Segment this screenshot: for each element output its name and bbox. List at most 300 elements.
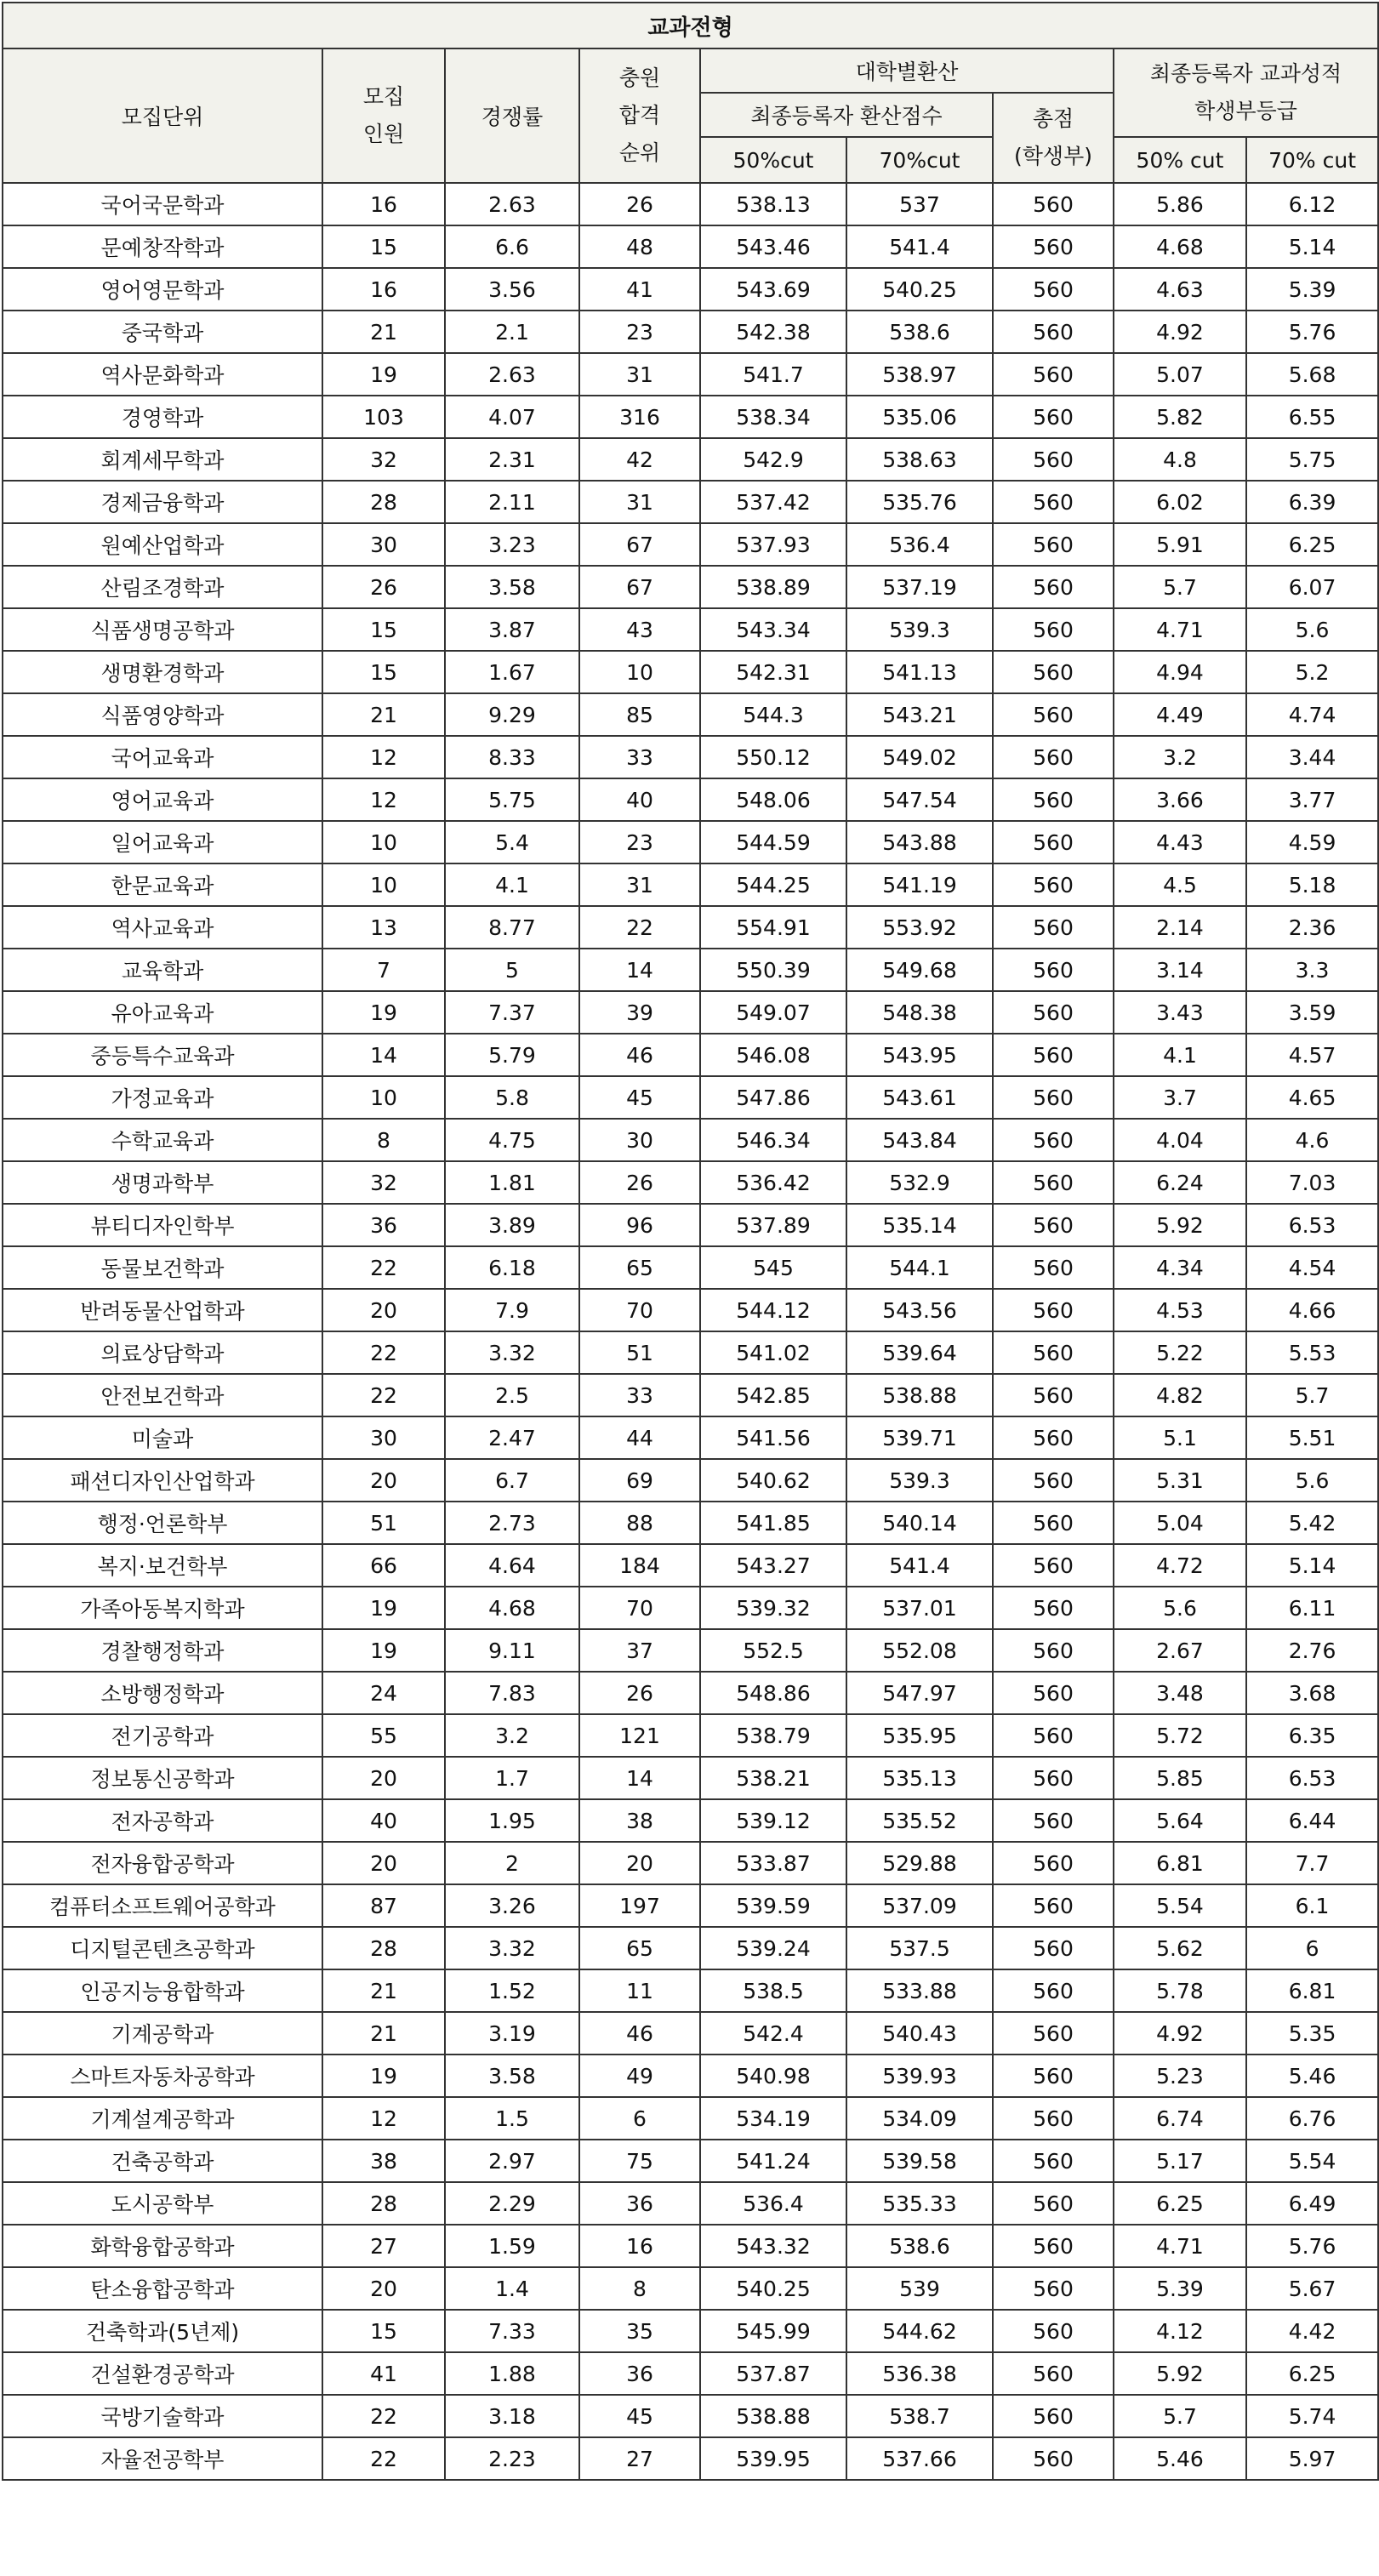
quota-cell: 19 [322, 1587, 445, 1629]
quota-cell: 32 [322, 438, 445, 481]
competition-cell: 3.2 [445, 1714, 579, 1757]
quota-cell: 21 [322, 693, 445, 736]
rank-cell: 316 [579, 396, 700, 438]
quota-cell: 20 [322, 1289, 445, 1331]
table-row [3, 481, 1378, 523]
quota-cell: 19 [322, 991, 445, 1034]
unit-cell: 미술과 [3, 1416, 322, 1459]
quota-cell: 27 [322, 2225, 445, 2267]
cut50-cell: 539.95 [700, 2437, 846, 2480]
unit-cell: 디지털콘텐츠공학과 [3, 1927, 322, 1969]
table-row [3, 1587, 1378, 1629]
cut70-cell: 543.88 [846, 821, 993, 863]
cut70-cell: 543.84 [846, 1119, 993, 1161]
unit-cell: 전자공학과 [3, 1799, 322, 1842]
rank-cell: 46 [579, 2012, 700, 2055]
rank-cell: 27 [579, 2437, 700, 2480]
rank-cell: 121 [579, 1714, 700, 1757]
rank-cell: 16 [579, 2225, 700, 2267]
unit-cell: 건축공학과 [3, 2140, 322, 2182]
table-row [3, 2097, 1378, 2140]
quota-cell: 10 [322, 863, 445, 906]
total-cell: 560 [993, 353, 1114, 396]
grade70-cell: 2.76 [1246, 1629, 1378, 1672]
cut70-cell: 538.6 [846, 2225, 993, 2267]
table-row [3, 608, 1378, 651]
competition-cell: 3.26 [445, 1884, 579, 1927]
cut50-cell: 538.88 [700, 2395, 846, 2437]
unit-cell: 경제금융학과 [3, 481, 322, 523]
table-row [3, 2267, 1378, 2310]
cut50-cell: 540.62 [700, 1459, 846, 1502]
competition-cell: 2 [445, 1842, 579, 1884]
table-row [3, 863, 1378, 906]
cut50-cell: 545 [700, 1246, 846, 1289]
quota-cell: 66 [322, 1544, 445, 1587]
cut50-cell: 540.98 [700, 2055, 846, 2097]
table-row [3, 1799, 1378, 1842]
competition-cell: 4.68 [445, 1587, 579, 1629]
grade50-cell: 3.2 [1114, 736, 1246, 778]
table-row [3, 2225, 1378, 2267]
grade70-cell: 7.03 [1246, 1161, 1378, 1204]
unit-cell: 한문교육과 [3, 863, 322, 906]
unit-cell: 식품생명공학과 [3, 608, 322, 651]
grade70-cell: 6.12 [1246, 183, 1378, 225]
grade70-cell: 5.6 [1246, 608, 1378, 651]
unit-cell: 생명환경학과 [3, 651, 322, 693]
unit-cell: 건축학과(5년제) [3, 2310, 322, 2352]
total-cell: 560 [993, 1076, 1114, 1119]
cut50-cell: 542.85 [700, 1374, 846, 1416]
rank-cell: 31 [579, 481, 700, 523]
grade70-cell: 6.53 [1246, 1757, 1378, 1799]
competition-cell: 3.32 [445, 1331, 579, 1374]
rank-cell: 31 [579, 353, 700, 396]
table-row [3, 353, 1378, 396]
competition-cell: 6.6 [445, 225, 579, 268]
quota-cell: 20 [322, 2267, 445, 2310]
table-row [3, 1629, 1378, 1672]
quota-cell: 51 [322, 1502, 445, 1544]
unit-cell: 가족아동복지학과 [3, 1587, 322, 1629]
unit-cell: 역사교육과 [3, 906, 322, 949]
rank-cell: 96 [579, 1204, 700, 1246]
grade70-cell: 5.18 [1246, 863, 1378, 906]
cut70-cell: 537.5 [846, 1927, 993, 1969]
rank-cell: 51 [579, 1331, 700, 1374]
rank-cell: 20 [579, 1842, 700, 1884]
rank-cell: 44 [579, 1416, 700, 1459]
unit-cell: 복지·보건학부 [3, 1544, 322, 1587]
header-competition: 경쟁률 [445, 48, 579, 183]
table-row [3, 1502, 1378, 1544]
header-grade70: 70% cut [1246, 137, 1378, 183]
unit-cell: 안전보건학과 [3, 1374, 322, 1416]
grade50-cell: 4.12 [1114, 2310, 1246, 2352]
grade50-cell: 4.92 [1114, 2012, 1246, 2055]
grade70-cell: 6 [1246, 1927, 1378, 1969]
rank-cell: 65 [579, 1246, 700, 1289]
competition-cell: 5.8 [445, 1076, 579, 1119]
total-cell: 560 [993, 1799, 1114, 1842]
cut50-cell: 539.12 [700, 1799, 846, 1842]
total-cell: 560 [993, 2140, 1114, 2182]
cut50-cell: 540.25 [700, 2267, 846, 2310]
cut50-cell: 545.99 [700, 2310, 846, 2352]
unit-cell: 뷰티디자인학부 [3, 1204, 322, 1246]
grade70-cell: 5.76 [1246, 2225, 1378, 2267]
unit-cell: 건설환경공학과 [3, 2352, 322, 2395]
quota-cell: 19 [322, 2055, 445, 2097]
rank-cell: 10 [579, 651, 700, 693]
unit-cell: 국어교육과 [3, 736, 322, 778]
competition-cell: 1.81 [445, 1161, 579, 1204]
grade50-cell: 4.71 [1114, 2225, 1246, 2267]
cut70-cell: 547.97 [846, 1672, 993, 1714]
cut50-cell: 543.32 [700, 2225, 846, 2267]
grade50-cell: 5.17 [1114, 2140, 1246, 2182]
competition-cell: 1.52 [445, 1969, 579, 2012]
quota-cell: 19 [322, 353, 445, 396]
cut70-cell: 535.14 [846, 1204, 993, 1246]
table-row [3, 1204, 1378, 1246]
total-cell: 560 [993, 1119, 1114, 1161]
unit-cell: 중등특수교육과 [3, 1034, 322, 1076]
rank-cell: 69 [579, 1459, 700, 1502]
total-cell: 560 [993, 2267, 1114, 2310]
total-cell: 560 [993, 2012, 1114, 2055]
competition-cell: 2.5 [445, 1374, 579, 1416]
total-cell: 560 [993, 1034, 1114, 1076]
grade50-cell: 4.68 [1114, 225, 1246, 268]
competition-cell: 3.87 [445, 608, 579, 651]
total-cell: 560 [993, 821, 1114, 863]
quota-cell: 12 [322, 736, 445, 778]
table-row [3, 1842, 1378, 1884]
cut50-cell: 539.24 [700, 1927, 846, 1969]
total-cell: 560 [993, 2395, 1114, 2437]
quota-cell: 7 [322, 949, 445, 991]
quota-cell: 15 [322, 608, 445, 651]
rank-cell: 70 [579, 1587, 700, 1629]
table-title: 교과전형 [3, 3, 1378, 48]
cut70-cell: 537.01 [846, 1587, 993, 1629]
total-cell: 560 [993, 311, 1114, 353]
rank-cell: 33 [579, 736, 700, 778]
grade50-cell: 4.04 [1114, 1119, 1246, 1161]
total-cell: 560 [993, 1969, 1114, 2012]
table-row [3, 438, 1378, 481]
grade70-cell: 6.07 [1246, 566, 1378, 608]
cut70-cell: 540.14 [846, 1502, 993, 1544]
rank-cell: 65 [579, 1927, 700, 1969]
competition-cell: 7.83 [445, 1672, 579, 1714]
cut70-cell: 529.88 [846, 1842, 993, 1884]
cut50-cell: 554.91 [700, 906, 846, 949]
cut50-cell: 550.12 [700, 736, 846, 778]
cut50-cell: 543.27 [700, 1544, 846, 1587]
unit-cell: 행정·언론학부 [3, 1502, 322, 1544]
grade50-cell: 5.62 [1114, 1927, 1246, 1969]
rank-cell: 26 [579, 1672, 700, 1714]
cut50-cell: 536.42 [700, 1161, 846, 1204]
cut70-cell: 537.19 [846, 566, 993, 608]
rank-cell: 88 [579, 1502, 700, 1544]
total-cell: 560 [993, 2097, 1114, 2140]
table-row [3, 2352, 1378, 2395]
grade50-cell: 5.7 [1114, 566, 1246, 608]
cut70-cell: 544.62 [846, 2310, 993, 2352]
header-rank-text: 충원 합격 순위 [618, 66, 661, 165]
competition-cell: 9.29 [445, 693, 579, 736]
grade70-cell: 6.25 [1246, 2352, 1378, 2395]
cut50-cell: 534.19 [700, 2097, 846, 2140]
grade50-cell: 5.85 [1114, 1757, 1246, 1799]
competition-cell: 4.07 [445, 396, 579, 438]
rank-cell: 30 [579, 1119, 700, 1161]
table-row [3, 1757, 1378, 1799]
quota-cell: 22 [322, 1331, 445, 1374]
rank-cell: 38 [579, 1799, 700, 1842]
table-row [3, 1927, 1378, 1969]
unit-cell: 자율전공학부 [3, 2437, 322, 2480]
grade50-cell: 6.81 [1114, 1842, 1246, 1884]
rank-cell: 26 [579, 1161, 700, 1204]
table-row [3, 1161, 1378, 1204]
total-cell: 560 [993, 566, 1114, 608]
cut70-cell: 539.58 [846, 2140, 993, 2182]
grade50-cell: 6.02 [1114, 481, 1246, 523]
quota-cell: 26 [322, 566, 445, 608]
competition-cell: 5.79 [445, 1034, 579, 1076]
cut50-cell: 550.39 [700, 949, 846, 991]
header-cut50: 50%cut [700, 137, 846, 183]
table-header [3, 3, 1378, 183]
cut70-cell: 543.21 [846, 693, 993, 736]
total-cell: 560 [993, 1884, 1114, 1927]
rank-cell: 85 [579, 693, 700, 736]
unit-cell: 영어교육과 [3, 778, 322, 821]
admission-results-table [2, 2, 1379, 2481]
table-row [3, 396, 1378, 438]
cut50-cell: 541.02 [700, 1331, 846, 1374]
unit-cell: 소방행정학과 [3, 1672, 322, 1714]
unit-cell: 가정교육과 [3, 1076, 322, 1119]
rank-cell: 41 [579, 268, 700, 311]
header-total-text: 총점 (학생부) [1014, 106, 1092, 168]
cut50-cell: 547.86 [700, 1076, 846, 1119]
header-grade50: 50% cut [1114, 137, 1246, 183]
total-cell: 560 [993, 1331, 1114, 1374]
grade50-cell: 5.82 [1114, 396, 1246, 438]
grade70-cell: 5.14 [1246, 1544, 1378, 1587]
quota-cell: 10 [322, 1076, 445, 1119]
cut70-cell: 535.52 [846, 1799, 993, 1842]
unit-cell: 영어영문학과 [3, 268, 322, 311]
unit-cell: 패션디자인산업학과 [3, 1459, 322, 1502]
header-grade-group [1114, 48, 1378, 137]
competition-cell: 2.11 [445, 481, 579, 523]
cut50-cell: 539.32 [700, 1587, 846, 1629]
cut70-cell: 549.68 [846, 949, 993, 991]
table-row [3, 1714, 1378, 1757]
competition-cell: 3.58 [445, 566, 579, 608]
table-row [3, 991, 1378, 1034]
total-cell: 560 [993, 225, 1114, 268]
table-row [3, 2055, 1378, 2097]
quota-cell: 21 [322, 2012, 445, 2055]
quota-cell: 20 [322, 1757, 445, 1799]
quota-cell: 24 [322, 1672, 445, 1714]
rank-cell: 35 [579, 2310, 700, 2352]
quota-cell: 36 [322, 1204, 445, 1246]
cut50-cell: 541.24 [700, 2140, 846, 2182]
competition-cell: 3.23 [445, 523, 579, 566]
header-cut70: 70%cut [846, 137, 993, 183]
total-cell: 560 [993, 2182, 1114, 2225]
total-cell: 560 [993, 396, 1114, 438]
table-row [3, 693, 1378, 736]
competition-cell: 6.18 [445, 1246, 579, 1289]
table-row [3, 906, 1378, 949]
grade50-cell: 5.78 [1114, 1969, 1246, 2012]
grade50-cell: 4.53 [1114, 1289, 1246, 1331]
rank-cell: 45 [579, 1076, 700, 1119]
header-total [993, 93, 1114, 183]
grade70-cell: 5.14 [1246, 225, 1378, 268]
competition-cell: 2.63 [445, 183, 579, 225]
grade70-cell: 5.7 [1246, 1374, 1378, 1416]
quota-cell: 13 [322, 906, 445, 949]
competition-cell: 5.4 [445, 821, 579, 863]
cut70-cell: 539.64 [846, 1331, 993, 1374]
quota-cell: 87 [322, 1884, 445, 1927]
grade70-cell: 5.39 [1246, 268, 1378, 311]
total-cell: 560 [993, 1374, 1114, 1416]
rank-cell: 45 [579, 2395, 700, 2437]
total-cell: 560 [993, 438, 1114, 481]
cut70-cell: 539 [846, 2267, 993, 2310]
cut70-cell: 535.33 [846, 2182, 993, 2225]
cut50-cell: 538.34 [700, 396, 846, 438]
unit-cell: 경찰행정학과 [3, 1629, 322, 1672]
cut70-cell: 535.13 [846, 1757, 993, 1799]
grade50-cell: 5.23 [1114, 2055, 1246, 2097]
rank-cell: 6 [579, 2097, 700, 2140]
grade70-cell: 5.53 [1246, 1331, 1378, 1374]
unit-cell: 기계설계공학과 [3, 2097, 322, 2140]
cut50-cell: 544.12 [700, 1289, 846, 1331]
competition-cell: 1.88 [445, 2352, 579, 2395]
cut50-cell: 539.59 [700, 1884, 846, 1927]
quota-cell: 30 [322, 523, 445, 566]
grade50-cell: 2.67 [1114, 1629, 1246, 1672]
total-cell: 560 [993, 1927, 1114, 1969]
cut70-cell: 547.54 [846, 778, 993, 821]
table-row [3, 821, 1378, 863]
table-row [3, 1459, 1378, 1502]
unit-cell: 중국학과 [3, 311, 322, 353]
grade50-cell: 4.8 [1114, 438, 1246, 481]
table-row [3, 183, 1378, 225]
cut50-cell: 543.69 [700, 268, 846, 311]
grade50-cell: 4.49 [1114, 693, 1246, 736]
table-row [3, 1416, 1378, 1459]
quota-cell: 14 [322, 1034, 445, 1076]
header-quota-text: 모집 인원 [362, 84, 405, 146]
table-row [3, 523, 1378, 566]
competition-cell: 2.29 [445, 2182, 579, 2225]
cut50-cell: 538.89 [700, 566, 846, 608]
unit-cell: 스마트자동차공학과 [3, 2055, 322, 2097]
competition-cell: 4.75 [445, 1119, 579, 1161]
cut70-cell: 536.38 [846, 2352, 993, 2395]
cut70-cell: 541.13 [846, 651, 993, 693]
rank-cell: 23 [579, 311, 700, 353]
competition-cell: 3.58 [445, 2055, 579, 2097]
grade50-cell: 3.43 [1114, 991, 1246, 1034]
grade70-cell: 5.2 [1246, 651, 1378, 693]
cut50-cell: 541.85 [700, 1502, 846, 1544]
table-row [3, 268, 1378, 311]
grade70-cell: 6.11 [1246, 1587, 1378, 1629]
total-cell: 560 [993, 1289, 1114, 1331]
quota-cell: 38 [322, 2140, 445, 2182]
header-quota [322, 48, 445, 183]
grade70-cell: 5.68 [1246, 353, 1378, 396]
cut70-cell: 543.56 [846, 1289, 993, 1331]
competition-cell: 3.19 [445, 2012, 579, 2055]
grade70-cell: 4.57 [1246, 1034, 1378, 1076]
unit-cell: 의료상담학과 [3, 1331, 322, 1374]
total-cell: 560 [993, 183, 1114, 225]
grade50-cell: 2.14 [1114, 906, 1246, 949]
unit-cell: 정보통신공학과 [3, 1757, 322, 1799]
grade50-cell: 5.54 [1114, 1884, 1246, 1927]
header-unit: 모집단위 [3, 48, 322, 183]
competition-cell: 3.18 [445, 2395, 579, 2437]
cut50-cell: 542.31 [700, 651, 846, 693]
cut70-cell: 548.38 [846, 991, 993, 1034]
quota-cell: 28 [322, 2182, 445, 2225]
total-cell: 560 [993, 1204, 1114, 1246]
table-row [3, 1544, 1378, 1587]
grade50-cell: 5.04 [1114, 1502, 1246, 1544]
total-cell: 560 [993, 1161, 1114, 1204]
quota-cell: 12 [322, 778, 445, 821]
cut70-cell: 535.76 [846, 481, 993, 523]
grade50-cell: 4.5 [1114, 863, 1246, 906]
quota-cell: 20 [322, 1842, 445, 1884]
header-conversion-group: 대학별환산 [700, 48, 1114, 93]
rank-cell: 40 [579, 778, 700, 821]
header-grade-group-text: 최종등록자 교과성적 학생부등급 [1149, 61, 1342, 123]
rank-cell: 184 [579, 1544, 700, 1587]
cut50-cell: 544.59 [700, 821, 846, 863]
total-cell: 560 [993, 736, 1114, 778]
unit-cell: 기계공학과 [3, 2012, 322, 2055]
unit-cell: 일어교육과 [3, 821, 322, 863]
grade70-cell: 6.35 [1246, 1714, 1378, 1757]
table-row [3, 2182, 1378, 2225]
cut50-cell: 537.93 [700, 523, 846, 566]
unit-cell: 산림조경학과 [3, 566, 322, 608]
table-row [3, 949, 1378, 991]
grade70-cell: 5.46 [1246, 2055, 1378, 2097]
cut50-cell: 548.06 [700, 778, 846, 821]
table-row [3, 1374, 1378, 1416]
